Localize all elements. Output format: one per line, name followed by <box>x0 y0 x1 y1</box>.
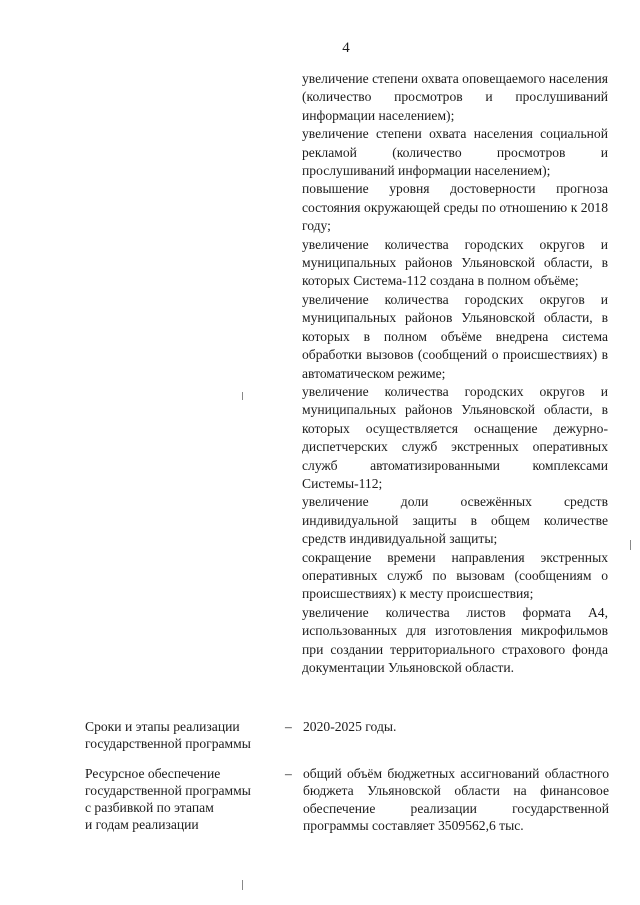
dash: – <box>285 719 292 734</box>
label-line: Ресурсное обеспечение <box>85 766 221 781</box>
target-item: увеличение степени охвата населения социальной рекламой (количество просмотров и прослушиваний информации населением); <box>302 126 608 179</box>
scan-mark <box>630 540 631 550</box>
target-item: повышение уровня достоверности прогноза состояния окружающей среды по отношению к 2018 году; <box>302 181 608 234</box>
section-resources-value: общий объём бюджетных ассигнований областного бюджета Ульяновской области на финансовое обеспечение реализации государственной программы составляет 3509562,6 тыс. <box>303 766 609 834</box>
section-timeline-value: 2020-2025 годы. <box>303 719 397 734</box>
label-line: государственной программы <box>85 736 251 751</box>
scan-mark <box>242 392 243 400</box>
section-resources-label <box>85 765 285 833</box>
label-line: и годам реализации <box>85 817 199 832</box>
targets-list <box>302 70 608 677</box>
label-line: Сроки и этапы реализации <box>85 719 240 734</box>
label-line: с разбивкой по этапам <box>85 800 214 815</box>
target-item: увеличение количества листов формата А4, использованных для изготовления микрофильмов при создании территориального страхового фонда документации Ульяновской области. <box>302 604 608 675</box>
target-item: сокращение времени направления экстренных оперативных служб по вызовам (сообщениям о происшествиях) к месту происшествия; <box>302 549 608 602</box>
target-item: увеличение количества городских округов и муниципальных районов Ульяновской области, в которых Система-112 создана в полном объёме; <box>302 236 608 289</box>
page-number: 4 <box>342 40 350 56</box>
dash: – <box>285 766 292 781</box>
target-item: увеличение степени охвата оповещаемого населения (количество просмотров и прослушиваний информации населением); <box>302 71 608 123</box>
target-item: увеличение доли освежённых средств индивидуальной защиты в общем количестве средств индивидуальной защиты; <box>302 494 608 547</box>
section-timeline-label <box>85 718 285 752</box>
scan-mark <box>242 880 243 890</box>
label-line: государственной программы <box>85 783 251 798</box>
target-item: увеличение количества городских округов и муниципальных районов Ульяновской области, в которых в полном объёме внедрена система обработки вызовов (сообщений о происшествиях) в автоматическом режиме; <box>302 291 608 381</box>
target-item: увеличение количества городских округов и муниципальных районов Ульяновской области, в которых осуществляется оснащение дежурно-диспетчерских служб экстренных оперативных служб автоматизированными комплексами Системы-112; <box>302 383 608 491</box>
